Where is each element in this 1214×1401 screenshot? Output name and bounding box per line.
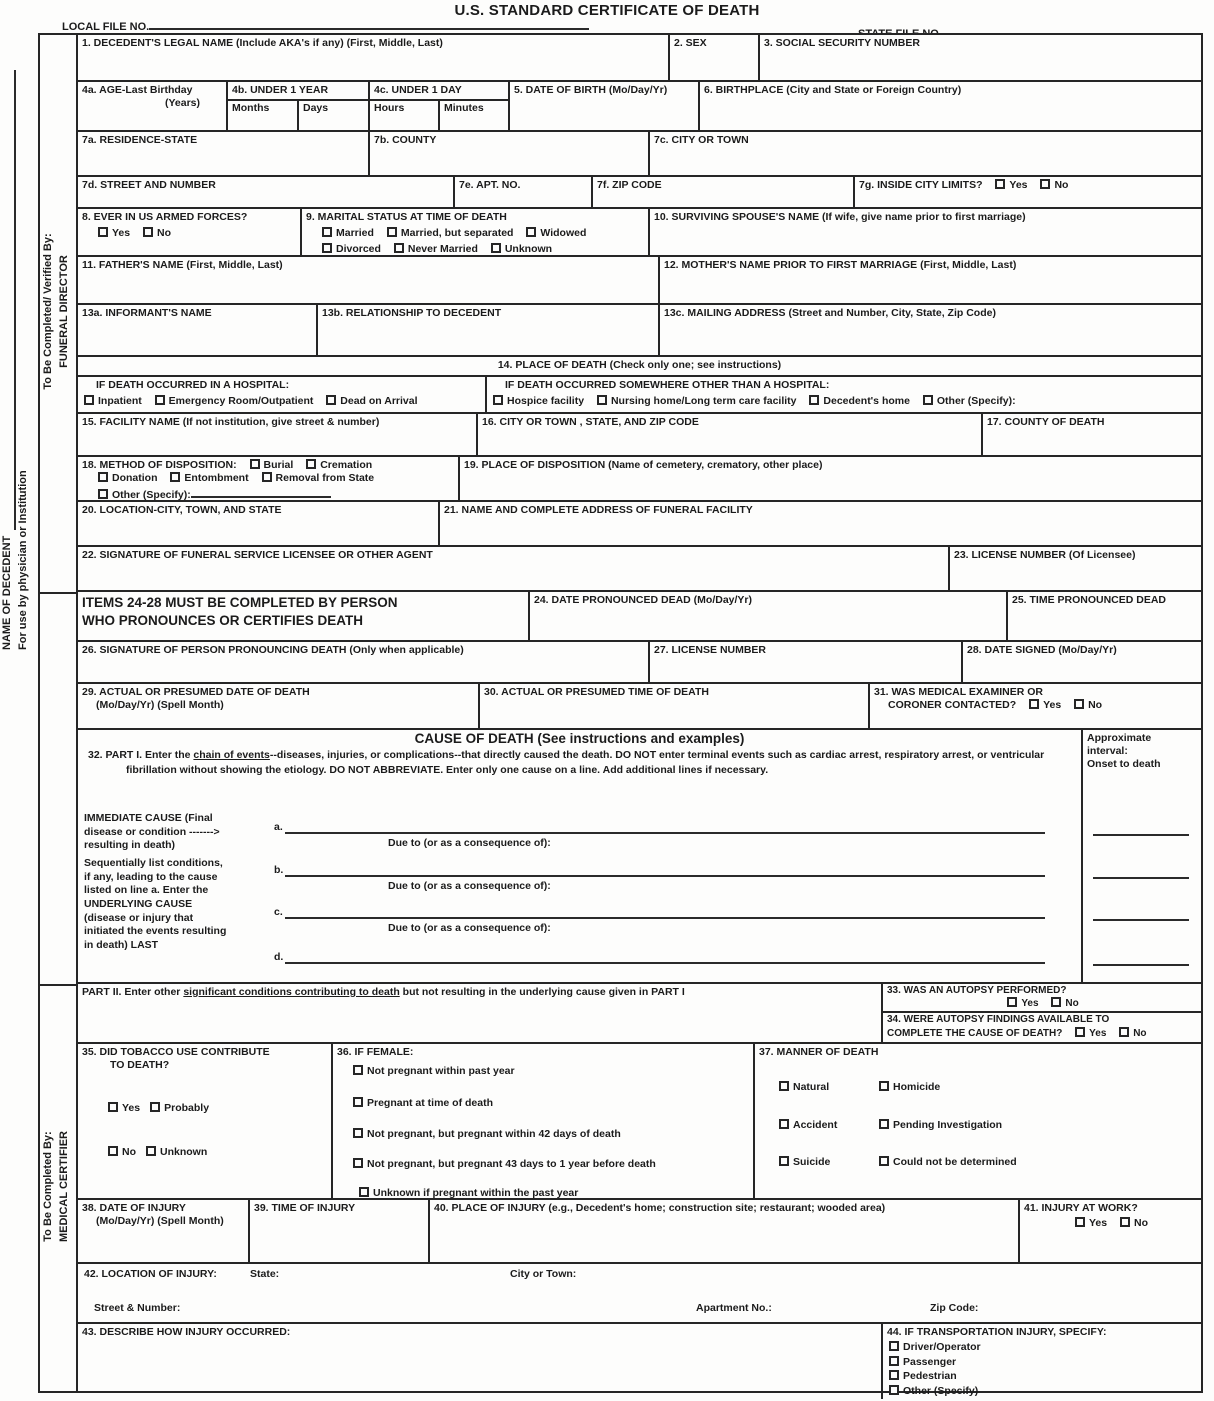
name-of-decedent-label: NAME OF DECEDENT: [1, 535, 13, 650]
field-4b-days[interactable]: Days: [303, 101, 329, 114]
checkbox-9-unknown[interactable]: [491, 243, 501, 253]
due-to-b: Due to (or as a consequence of):: [388, 880, 551, 892]
cause-line-b[interactable]: b.: [274, 863, 1045, 877]
interval-line-a[interactable]: [1093, 834, 1189, 836]
field-4c-hours[interactable]: Hours: [370, 101, 440, 130]
checkbox-36-pregnant-at-death[interactable]: [353, 1097, 363, 1107]
field-7b-county[interactable]: 7b. COUNTY: [370, 132, 650, 175]
field-14-place-of-death-header: 14. PLACE OF DEATH (Check only one; see instructions): [497, 359, 782, 371]
checkbox-36-pregnant-43-days-1-year[interactable]: [353, 1158, 363, 1168]
cause-line-d[interactable]: d.: [274, 950, 1045, 964]
field-41-injury-at-work[interactable]: 41. INJURY AT WORK? Yes No: [1024, 1202, 1149, 1229]
checkbox-18-burial[interactable]: [250, 459, 260, 469]
field-7e-apt-no[interactable]: 7e. APT. NO.: [455, 177, 593, 207]
field-44-transportation-injury[interactable]: 44. IF TRANSPORTATION INJURY, SPECIFY: Driver/Operator Passenger Pedestrian Other (Specify): [887, 1326, 1107, 1398]
field-17-county-of-death[interactable]: 17. COUNTY OF DEATH: [987, 416, 1105, 428]
field-14-other-than-hospital[interactable]: IF DEATH OCCURRED SOMEWHERE OTHER THAN A HOSPITAL: Hospice facility Nursing home/Long term care facility Decedent's home Other (Specify):: [487, 377, 1201, 412]
checkbox-14-inpatient[interactable]: [84, 395, 94, 405]
field-2-sex[interactable]: 2. SEX: [670, 35, 760, 80]
items-24-28-note: ITEMS 24-28 MUST BE COMPLETED BY PERSON WHO PRONOUNCES OR CERTIFIES DEATH: [78, 592, 530, 640]
checkbox-35-yes[interactable]: [108, 1102, 118, 1112]
field-14-hospital[interactable]: IF DEATH OCCURRED IN A HOSPITAL: Inpatient Emergency Room/Outpatient Dead on Arrival: [78, 377, 487, 412]
checkbox-9-never-married[interactable]: [394, 243, 404, 253]
field-43-describe-how-injury-occurred[interactable]: 43. DESCRIBE HOW INJURY OCCURRED:: [78, 1324, 883, 1399]
funeral-director-line2: FUNERAL DIRECTOR: [57, 255, 70, 368]
field-32-cause-of-death[interactable]: [78, 730, 1083, 982]
checkbox-14-decedents-home[interactable]: [809, 395, 819, 405]
field-34-autopsy-findings[interactable]: 34. WERE AUTOPSY FINDINGS AVAILABLE TO COMPLETE THE CAUSE OF DEATH? Yes No: [887, 1014, 1147, 1039]
field-4c-minutes[interactable]: Minutes: [444, 101, 484, 114]
checkbox-44-passenger[interactable]: [889, 1356, 899, 1366]
medical-certifier-line1: To Be Completed By:: [42, 1131, 54, 1242]
due-to-a: Due to (or as a consequence of):: [388, 837, 551, 849]
checkbox-37-pending-investigation[interactable]: [879, 1119, 889, 1129]
local-file-no-input[interactable]: [149, 17, 589, 30]
field-8-armed-forces[interactable]: 8. EVER IN US ARMED FORCES? Yes No: [78, 209, 302, 255]
field-20-location[interactable]: 20. LOCATION-CITY, TOWN, AND STATE: [78, 502, 440, 545]
checkbox-35-unknown[interactable]: [146, 1146, 156, 1156]
checkbox-37-suicide[interactable]: [779, 1156, 789, 1166]
field-4b-months[interactable]: Months: [228, 101, 299, 130]
field-31-medical-examiner-contacted[interactable]: 31. WAS MEDICAL EXAMINER OR CORONER CONTACTED? Yes No: [874, 686, 1103, 711]
immediate-cause-label: IMMEDIATE CAUSE (Final disease or condition -------> resulting in death): [84, 812, 220, 852]
local-file-no-label: LOCAL FILE NO.: [62, 17, 589, 34]
field-7f-zip-code[interactable]: 7f. ZIP CODE: [593, 177, 855, 207]
field-25-time-pronounced-dead[interactable]: 25. TIME PRONOUNCED DEAD: [1012, 594, 1167, 606]
checkbox-31-yes[interactable]: [1029, 699, 1039, 709]
checkbox-34-yes[interactable]: [1075, 1027, 1085, 1037]
field-15-facility-name[interactable]: 15. FACILITY NAME (If not institution, give street & number): [78, 414, 478, 455]
checkbox-14-dead-on-arrival[interactable]: [326, 395, 336, 405]
field-7g-inside-city-limits[interactable]: 7g. INSIDE CITY LIMITS? Yes No: [859, 179, 1069, 191]
cause-line-c[interactable]: c.: [274, 905, 1045, 919]
interval-line-b[interactable]: [1093, 877, 1189, 879]
checkbox-41-no[interactable]: [1120, 1217, 1130, 1227]
field-1-decedent-legal-name[interactable]: 1. DECEDENT'S LEGAL NAME (Include AKA's if any) (First, Middle, Last): [78, 35, 670, 80]
checkbox-36-pregnant-42-days[interactable]: [353, 1128, 363, 1138]
checkbox-8-yes[interactable]: [98, 227, 108, 237]
form-grid: [76, 33, 1203, 1398]
checkbox-36-not-pregnant-past-year[interactable]: [353, 1065, 363, 1075]
checkbox-14-nursing-home[interactable]: [597, 395, 607, 405]
field-21-funeral-facility[interactable]: 21. NAME AND COMPLETE ADDRESS OF FUNERAL FACILITY: [444, 504, 753, 516]
field-13a-informants-name[interactable]: 13a. INFORMANT'S NAME: [78, 305, 318, 355]
checkbox-36-unknown-if-pregnant[interactable]: [359, 1187, 369, 1197]
checkbox-18-donation[interactable]: [98, 472, 108, 482]
field-29-date-of-death[interactable]: 29. ACTUAL OR PRESUMED DATE OF DEATH (Mo/Day/Yr) (Spell Month): [78, 684, 480, 728]
medical-certifier-sidebar: [41, 984, 77, 1389]
field-36-if-female[interactable]: 36. IF FEMALE: Not pregnant within past year Pregnant at time of death Not pregnant, but pregnant within 42 days of death Not pregnant, but pregnant 43 days to 1 year before death Unknown if pregnant within the past year: [333, 1044, 755, 1198]
checkbox-18-entombment[interactable]: [170, 472, 180, 482]
field-7d-street-and-number[interactable]: 7d. STREET AND NUMBER: [78, 177, 455, 207]
checkbox-37-homicide[interactable]: [879, 1081, 889, 1091]
checkbox-37-could-not-be-determined[interactable]: [879, 1156, 889, 1166]
checkbox-33-no[interactable]: [1051, 997, 1061, 1007]
checkbox-34-no[interactable]: [1119, 1027, 1129, 1037]
field-11-fathers-name[interactable]: 11. FATHER'S NAME (First, Middle, Last): [78, 257, 660, 303]
field-32-part-2[interactable]: PART II. Enter other significant conditions contributing to death but not resulting in the underlying cause given in PART I: [78, 984, 883, 1042]
checkbox-9-married-separated[interactable]: [387, 227, 397, 237]
field-30-time-of-death[interactable]: 30. ACTUAL OR PRESUMED TIME OF DEATH: [480, 684, 870, 728]
checkbox-14-er-outpatient[interactable]: [155, 395, 165, 405]
sidebar-divider-top: [40, 592, 76, 594]
field-12-mothers-name[interactable]: 12. MOTHER'S NAME PRIOR TO FIRST MARRIAGE (First, Middle, Last): [664, 259, 1017, 271]
field-3-ssn[interactable]: 3. SOCIAL SECURITY NUMBER: [764, 37, 920, 49]
checkbox-37-accident[interactable]: [779, 1119, 789, 1129]
field-39-time-of-injury[interactable]: 39. TIME OF INJURY: [250, 1200, 430, 1262]
for-use-label: For use by physician or Institution: [16, 470, 29, 650]
field-42-location-of-injury[interactable]: 42. LOCATION OF INJURY: State: City or Town: Street & Number: Apartment No.: Zip Code:: [84, 1268, 979, 1314]
field-4a-age[interactable]: 4a. AGE-Last Birthday (Years): [78, 82, 228, 130]
field-23-license-number[interactable]: 23. LICENSE NUMBER (Of Licensee): [954, 549, 1136, 561]
funeral-director-sidebar: [41, 33, 77, 590]
field-35-tobacco-use[interactable]: 35. DID TOBACCO USE CONTRIBUTE TO DEATH? Yes Probably No Unknown: [78, 1044, 333, 1198]
checkbox-8-no[interactable]: [143, 227, 153, 237]
name-of-decedent-input[interactable]: [1, 70, 16, 530]
form-title: U.S. STANDARD CERTIFICATE OF DEATH: [454, 2, 760, 19]
field-7a-residence-state[interactable]: 7a. RESIDENCE-STATE: [78, 132, 370, 175]
field-7c-city-or-town[interactable]: 7c. CITY OR TOWN: [654, 134, 749, 146]
checkbox-9-widowed[interactable]: [526, 227, 536, 237]
field-28-date-signed[interactable]: 28. DATE SIGNED (Mo/Day/Yr): [967, 644, 1117, 656]
field-6-birthplace[interactable]: 6. BIRTHPLACE (City and State or Foreign Country): [704, 84, 962, 96]
checkbox-18-other[interactable]: [98, 489, 108, 499]
field-27-license-number[interactable]: 27. LICENSE NUMBER: [650, 642, 963, 682]
sequential-conditions-label: Sequentially list conditions, if any, leading to the cause listed on line a. Enter the UNDERLYING CAUSE (disease or injury that initiated the events resulting in death) LAST: [84, 857, 227, 951]
checkbox-7g-yes[interactable]: [995, 179, 1005, 189]
field-13b-relationship[interactable]: 13b. RELATIONSHIP TO DECEDENT: [318, 305, 660, 355]
field-22-funeral-licensee-signature[interactable]: 22. SIGNATURE OF FUNERAL SERVICE LICENSEE OR OTHER AGENT: [78, 547, 950, 590]
field-10-surviving-spouse[interactable]: 10. SURVIVING SPOUSE'S NAME (If wife, give name prior to first marriage): [654, 211, 1026, 223]
checkbox-44-pedestrian[interactable]: [889, 1370, 899, 1380]
checkbox-33-yes[interactable]: [1007, 997, 1017, 1007]
checkbox-14-other[interactable]: [923, 395, 933, 405]
checkbox-18-cremation[interactable]: [306, 459, 316, 469]
checkbox-35-probably[interactable]: [150, 1102, 160, 1112]
checkbox-44-other-specify[interactable]: [889, 1385, 899, 1395]
checkbox-7g-no[interactable]: [1040, 179, 1050, 189]
field-5-date-of-birth[interactable]: 5. DATE OF BIRTH (Mo/Day/Yr): [510, 82, 700, 130]
field-18-method-of-disposition[interactable]: 18. METHOD OF DISPOSITION: Burial Cremation Donation Entombment Removal from State Other (Specify):: [78, 457, 460, 500]
part-1-instructions: 32. PART I. Enter the chain of events--diseases, injuries, or complications--that directly caused the death. DO NOT enter terminal events such as cardiac arrest, respiratory arrest, or ventricular fibrillation without showing the etiology. DO NOT ABBREVIATE. Enter only one cause on a line. Add additional lines if necessary.: [88, 749, 1045, 777]
checkbox-44-driver-operator[interactable]: [889, 1341, 899, 1351]
checkbox-37-natural[interactable]: [779, 1081, 789, 1091]
medical-certifier-line2: MEDICAL CERTIFIER: [57, 1130, 70, 1243]
funeral-director-line1: To Be Completed/ Verified By:: [42, 233, 54, 390]
field-19-place-of-disposition[interactable]: 19. PLACE OF DISPOSITION (Name of cemetery, crematory, other place): [464, 459, 823, 471]
field-38-date-of-injury[interactable]: 38. DATE OF INJURY (Mo/Day/Yr) (Spell Month): [78, 1200, 250, 1262]
field-16-city-state-zip[interactable]: 16. CITY OR TOWN , STATE, AND ZIP CODE: [478, 414, 983, 455]
field-18-other-input[interactable]: [191, 485, 331, 498]
field-37-manner-of-death[interactable]: 37. MANNER OF DEATH Natural Homicide Accident Pending Investigation Suicide Could not be determined: [759, 1046, 1017, 1169]
name-of-decedent-sidebar: [0, 70, 36, 650]
due-to-c: Due to (or as a consequence of):: [388, 922, 551, 934]
cause-line-a[interactable]: a.: [274, 820, 1045, 834]
checkbox-14-hospice[interactable]: [493, 395, 503, 405]
checkbox-35-no[interactable]: [108, 1146, 118, 1156]
field-9-marital-status[interactable]: 9. MARITAL STATUS AT TIME OF DEATH Married Married, but separated Widowed Divorced Never Married Unknown: [302, 209, 650, 255]
approximate-interval-column[interactable]: Approximate interval: Onset to death: [1083, 730, 1201, 982]
field-33-autopsy-performed[interactable]: 33. WAS AN AUTOPSY PERFORMED? Yes No: [883, 984, 1201, 1013]
checkbox-31-no[interactable]: [1074, 699, 1084, 709]
field-40-place-of-injury[interactable]: 40. PLACE OF INJURY (e.g., Decedent's home; construction site; restaurant; wooded area): [430, 1200, 1020, 1262]
field-26-pronouncer-signature[interactable]: 26. SIGNATURE OF PERSON PRONOUNCING DEATH (Only when applicable): [78, 642, 650, 682]
checkbox-9-married[interactable]: [322, 227, 332, 237]
autopsy-fields: [883, 984, 1201, 1042]
checkbox-41-yes[interactable]: [1075, 1217, 1085, 1227]
field-13c-mailing-address[interactable]: 13c. MAILING ADDRESS (Street and Number, City, State, Zip Code): [664, 307, 996, 319]
interval-line-c[interactable]: [1093, 919, 1189, 921]
checkbox-9-divorced[interactable]: [322, 243, 332, 253]
field-24-date-pronounced-dead[interactable]: 24. DATE PRONOUNCED DEAD (Mo/Day/Yr): [530, 592, 1008, 640]
field-4b-under-1-year[interactable]: 4b. UNDER 1 YEAR Months Days: [228, 82, 370, 130]
checkbox-18-removal-from-state[interactable]: [262, 472, 272, 482]
interval-line-d[interactable]: [1093, 964, 1189, 966]
cause-of-death-title: CAUSE OF DEATH (See instructions and examples): [414, 731, 745, 746]
field-4c-under-1-day[interactable]: 4c. UNDER 1 DAY Hours Minutes: [370, 82, 510, 130]
